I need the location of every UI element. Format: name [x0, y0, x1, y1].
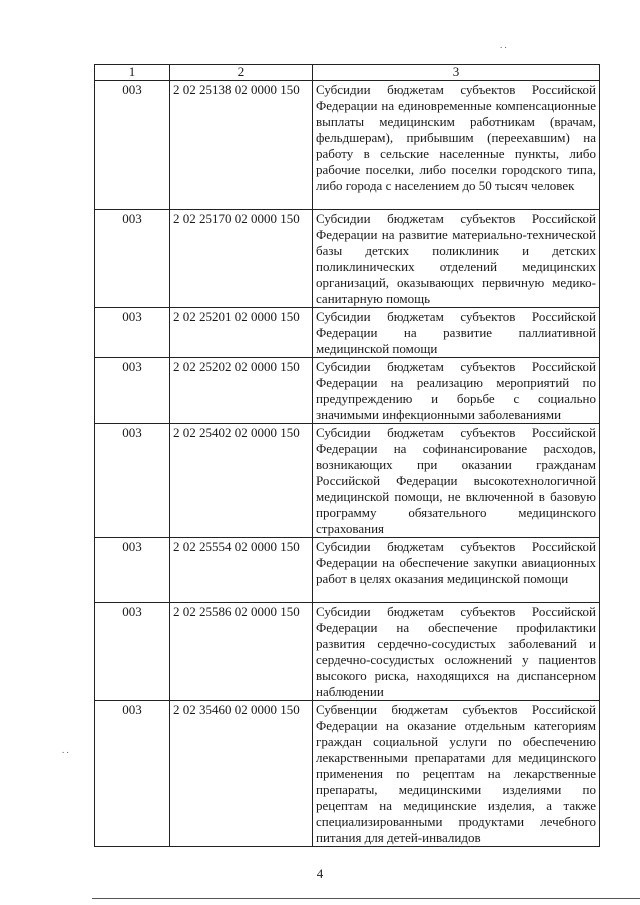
description-cell: Субсидии бюджетам субъектов Российской Федерации на развитие паллиативной медицинской помощи [313, 308, 600, 358]
budget-code-cell: 2 02 35460 02 0000 150 [170, 701, 313, 847]
admin-code-cell: 003 [95, 424, 170, 538]
admin-code-cell: 003 [95, 603, 170, 701]
budget-code-cell: 2 02 25201 02 0000 150 [170, 308, 313, 358]
description-cell: Субсидии бюджетам субъектов Российской Федерации на обеспечение закупки авиационных работ в целях оказания медицинской помощи [313, 538, 600, 603]
table-header-row [95, 65, 600, 81]
table-row [95, 210, 600, 308]
scan-speck: . . [500, 40, 507, 50]
column-header: 2 [170, 65, 313, 81]
page-number: 4 [316, 866, 324, 881]
admin-code-cell: 003 [95, 358, 170, 424]
budget-code-cell: 2 02 25586 02 0000 150 [170, 603, 313, 701]
budget-revenue-table [94, 64, 600, 847]
budget-code-cell: 2 02 25402 02 0000 150 [170, 424, 313, 538]
description-cell: Субсидии бюджетам субъектов Российской Федерации на софинансирование расходов, возникающих при оказании гражданам Российской Федерации высокотехнологичной медицинской помощи, не включенной в базовую программу обязательного медицинского страхования [313, 424, 600, 538]
table-row [95, 603, 600, 701]
description-cell: Субсидии бюджетам субъектов Российской Федерации на обеспечение профилактики развития сердечно-сосудистых заболеваний и сердечно-сосудистых осложнений у пациентов высокого риска, находящихся на диспансерном наблюдении [313, 603, 600, 701]
budget-code-cell: 2 02 25170 02 0000 150 [170, 210, 313, 308]
admin-code-cell: 003 [95, 701, 170, 847]
scan-edge-line [92, 898, 640, 899]
table-row [95, 701, 600, 847]
table-row [95, 424, 600, 538]
admin-code-cell: 003 [95, 308, 170, 358]
budget-code-cell: 2 02 25554 02 0000 150 [170, 538, 313, 603]
description-cell: Субсидии бюджетам субъектов Российской Федерации на реализацию мероприятий по предупреждению и борьбе с социально значимыми инфекционными заболеваниями [313, 358, 600, 424]
admin-code-cell: 003 [95, 210, 170, 308]
budget-code-cell: 2 02 25202 02 0000 150 [170, 358, 313, 424]
table-row [95, 81, 600, 210]
admin-code-cell: 003 [95, 81, 170, 210]
column-header: 1 [95, 65, 170, 81]
description-cell: Субсидии бюджетам субъектов Российской Федерации на развитие материально-технической базы детских поликлиник и детских поликлинических отделений медицинских организаций, оказывающих первичную медико-санитарную помощь [313, 210, 600, 308]
table-row [95, 308, 600, 358]
description-cell: Субвенции бюджетам субъектов Российской Федерации на оказание отдельным категориям граждан социальной услуги по обеспечению лекарственными препаратами для медицинского применения по рецептам на лекарственные препараты, медицинскими изделиями по рецептам на медицинские изделия, а также специализированными продуктами лечебного питания для детей-инвалидов [313, 701, 600, 847]
scan-speck: . . [62, 745, 69, 755]
budget-code-cell: 2 02 25138 02 0000 150 [170, 81, 313, 210]
admin-code-cell: 003 [95, 538, 170, 603]
table-row [95, 538, 600, 603]
table-row [95, 358, 600, 424]
description-cell: Субсидии бюджетам субъектов Российской Федерации на единовременные компенсационные выплаты медицинским работникам (врачам, фельдшерам), прибывшим (переехавшим) на работу в сельские населенные пункты, либо рабочие поселки, либо поселки городского типа, либо города с населением до 50 тысяч человек [313, 81, 600, 210]
column-header: 3 [313, 65, 600, 81]
